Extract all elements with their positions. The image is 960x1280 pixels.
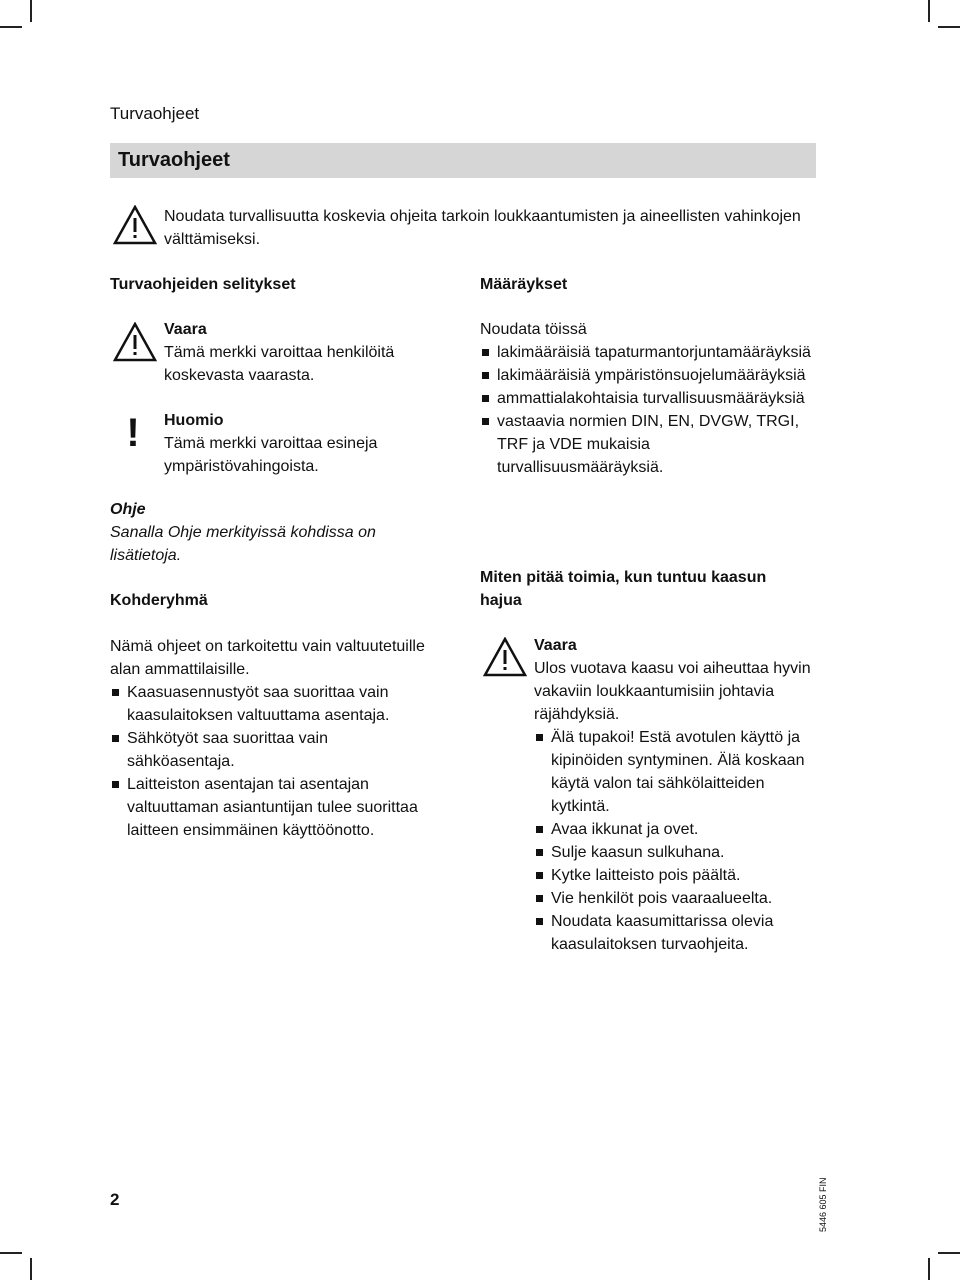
warning-triangle-icon	[113, 322, 157, 362]
list-item: Kaasuasennustyöt saa suorittaa vain kaasulaitoksen valtuuttama asentaja.	[110, 681, 440, 727]
danger-explanation	[164, 318, 434, 387]
target-heading: Kohderyhmä	[110, 592, 208, 609]
list-item: Sulje kaasun sulkuhana.	[534, 841, 820, 864]
danger-text: Tämä merkki varoittaa henkilöitä koskevasta vaarasta.	[164, 344, 395, 384]
crop-mark	[928, 0, 930, 22]
regulations-heading: Määräykset	[480, 276, 568, 293]
regulations-list	[480, 341, 820, 479]
doc-code-wrap	[818, 1172, 830, 1232]
list-item: Kytke laitteisto pois päältä.	[534, 864, 820, 887]
danger-label: Vaara	[164, 321, 207, 338]
gas-danger	[534, 634, 820, 956]
section-heading-explanations: Turvaohjeiden selitykset	[110, 276, 296, 293]
left-column	[110, 273, 440, 296]
note-text: Sanalla Ohje merkityissä kohdissa on lisätietoja.	[110, 524, 376, 564]
target-text: Nämä ohjeet on tarkoitettu vain valtuutetuille alan ammattilaisille.	[110, 638, 425, 678]
regulations	[480, 273, 820, 479]
list-item: Noudata kaasumittarissa olevia kaasulaitoksen turvaohjeita.	[534, 910, 820, 956]
list-item: ammattialakohtaisia turvallisuusmääräyksiä	[480, 387, 820, 410]
list-item: Laitteiston asentajan tai asentajan valtuuttaman asiantuntijan tulee suorittaa laitteen ensimmäinen käyttöönotto.	[110, 773, 440, 842]
crop-mark	[938, 26, 960, 28]
crop-mark	[30, 0, 32, 22]
gas-smell-heading-block	[480, 566, 780, 612]
crop-mark	[928, 1258, 930, 1280]
page-number: 2	[110, 1190, 120, 1209]
section-banner	[110, 143, 816, 178]
list-item: Älä tupakoi! Estä avotulen käyttö ja kipinöiden syntyminen. Älä koskaan käytä valon tai sähkölaitteiden kytkintä.	[534, 726, 820, 818]
list-item: Avaa ikkunat ja ovet.	[534, 818, 820, 841]
list-item: lakimääräisiä ympäristönsuojelumääräyksiä	[480, 364, 820, 387]
list-item: lakimääräisiä tapaturmantorjuntamääräyksiä	[480, 341, 820, 364]
attention-label: Huomio	[164, 412, 224, 429]
warning-triangle-icon	[113, 205, 157, 245]
note-explanation	[110, 498, 440, 567]
running-title: Turvaohjeet	[110, 104, 200, 123]
attention-explanation	[164, 409, 434, 478]
list-item: Vie henkilöt pois vaaraalueelta.	[534, 887, 820, 910]
note-label: Ohje	[110, 501, 146, 518]
crop-mark	[30, 1258, 32, 1280]
target-list	[110, 681, 440, 842]
warning-triangle-icon	[483, 637, 527, 677]
gas-smell-heading: Miten pitää toimia, kun tuntuu kaasun hajua	[480, 569, 767, 609]
attention-text: Tämä merkki varoittaa esineja ympäristövahingoista.	[164, 435, 378, 475]
list-item: vastaavia normien DIN, EN, DVGW, TRGI, TRF ja VDE mukaisia turvallisuusmääräyksiä.	[480, 410, 820, 479]
crop-mark	[0, 1252, 22, 1254]
list-item: Sähkötyöt saa suorittaa vain sähköasentaja.	[110, 727, 440, 773]
banner-title: Turvaohjeet	[118, 149, 230, 171]
intro-text: Noudata turvallisuutta koskevia ohjeita tarkoin loukkaantumisten ja aineellisten vahinkojen välttämiseksi.	[164, 208, 801, 248]
gas-danger-text: Ulos vuotava kaasu voi aiheuttaa hyvin vakaviin loukkaantumisiin johtavia räjähdyksiä.	[534, 660, 811, 723]
gas-actions-list	[534, 726, 820, 956]
crop-mark	[0, 26, 22, 28]
gas-danger-label: Vaara	[534, 637, 577, 654]
crop-mark	[938, 1252, 960, 1254]
doc-code: 5446 605 FIN	[818, 1177, 828, 1232]
target-group	[110, 589, 440, 842]
regulations-intro: Noudata töissä	[480, 321, 587, 338]
exclamation-icon: !	[126, 411, 140, 455]
